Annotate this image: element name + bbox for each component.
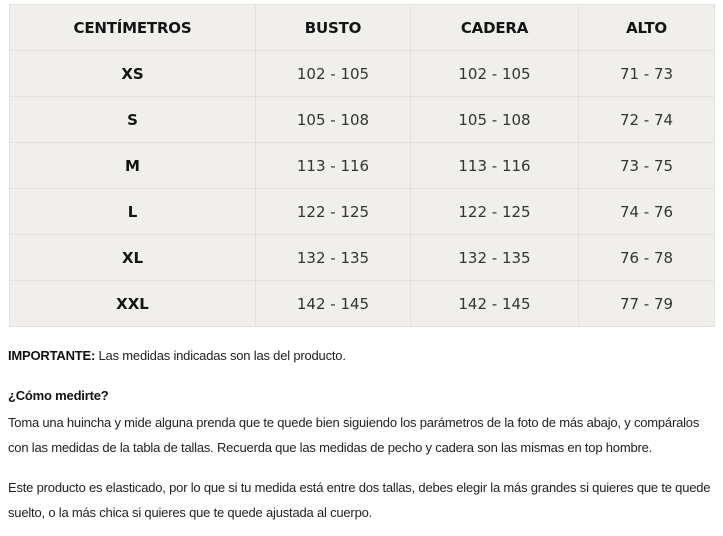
important-text: Las medidas indicadas son las del producto.: [95, 348, 346, 363]
size-label: XXL: [10, 281, 256, 327]
cadera-value: 102 - 105: [411, 51, 579, 97]
busto-value: 142 - 145: [256, 281, 411, 327]
busto-value: 102 - 105: [256, 51, 411, 97]
size-label: M: [10, 143, 256, 189]
cadera-value: 132 - 135: [411, 235, 579, 281]
size-chart-table: [9, 4, 715, 327]
alto-value: 73 - 75: [579, 143, 715, 189]
alto-value: 72 - 74: [579, 97, 715, 143]
how-to-measure-text: Toma una huincha y mide alguna prenda que te quede bien siguiendo los parámetros de la foto de más abajo, y compáralos con las medidas de la tabla de tallas. Recuerda que las medidas de pecho y cadera son las mismas en top hombre.: [8, 415, 700, 455]
size-notes: [8, 345, 716, 520]
busto-value: 132 - 135: [256, 235, 411, 281]
how-to-measure-title: ¿Cómo medirte?: [8, 388, 109, 403]
alto-value: 77 - 79: [579, 281, 715, 327]
table-row: [10, 189, 715, 235]
size-label: L: [10, 189, 256, 235]
elastic-product-note: Este producto es elasticado, por lo que si tu medida está entre dos tallas, debes elegir la más grandes si quieres que te quede suelto, o la más chica si quieres que te quede ajustada al cuerpo.: [8, 480, 711, 520]
busto-value: 122 - 125: [256, 189, 411, 235]
cadera-value: 142 - 145: [411, 281, 579, 327]
busto-value: 113 - 116: [256, 143, 411, 189]
alto-value: 74 - 76: [579, 189, 715, 235]
header-alto: ALTO: [579, 5, 715, 51]
important-note: [8, 345, 716, 367]
table-header-row: [10, 5, 715, 51]
size-label: S: [10, 97, 256, 143]
important-label: IMPORTANTE:: [8, 348, 96, 363]
table-row: [10, 97, 715, 143]
alto-value: 71 - 73: [579, 51, 715, 97]
size-label: XL: [10, 235, 256, 281]
cadera-value: 122 - 125: [411, 189, 579, 235]
table-row: [10, 281, 715, 327]
header-centimetros: CENTÍMETROS: [10, 5, 256, 51]
table-row: [10, 235, 715, 281]
size-label: XS: [10, 51, 256, 97]
busto-value: 105 - 108: [256, 97, 411, 143]
header-busto: BUSTO: [256, 5, 411, 51]
cadera-value: 113 - 116: [411, 143, 579, 189]
cadera-value: 105 - 108: [411, 97, 579, 143]
table-row: [10, 143, 715, 189]
alto-value: 76 - 78: [579, 235, 715, 281]
header-cadera: CADERA: [411, 5, 579, 51]
table-row: [10, 51, 715, 97]
